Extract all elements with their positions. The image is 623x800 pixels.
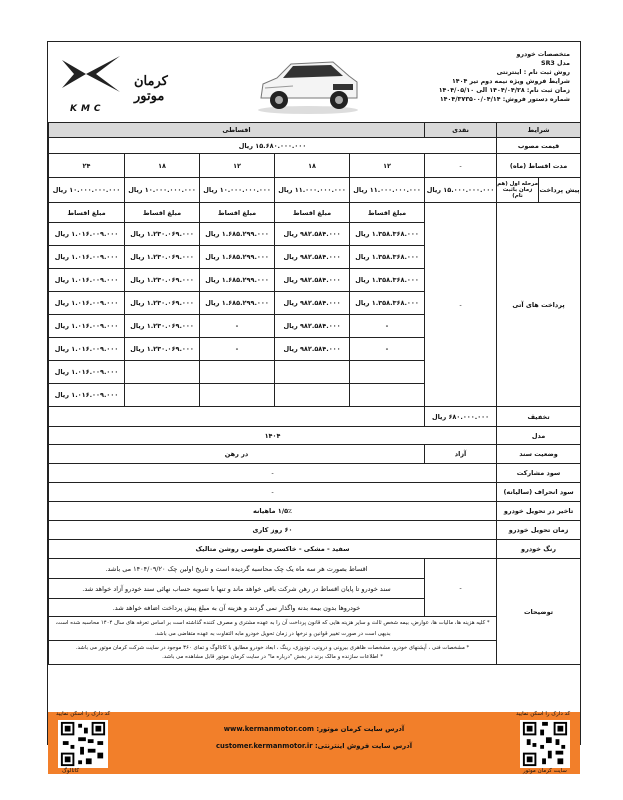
installment-cell: ۹۸۲.۵۸۴.۰۰۰ ریال xyxy=(275,269,350,292)
installment-cell: ۱.۳۵۸.۳۶۸.۰۰۰ ریال xyxy=(350,223,425,246)
installment-cell: ۱.۶۸۵.۲۹۹.۰۰۰ ریال xyxy=(200,223,275,246)
term-cell: ۱۲ xyxy=(350,154,425,178)
term-cell: ۱۸ xyxy=(125,154,200,178)
info-period: زمان ثبت نام: ۱۴۰۴/۰۴/۲۸ الی ۱۴۰۴/۰۵/۱۰ xyxy=(438,87,570,94)
sale-site-label: آدرس سایت فروش اینترنتی: xyxy=(314,742,413,750)
installment-cell: - xyxy=(200,338,275,361)
color-value: سفید - مشکی - خاکستری طوسی روشن متالیک xyxy=(49,540,497,559)
term-label: مدت اقساط (ماه) xyxy=(497,154,581,178)
qr-left-caption: کد دارک را اسکن نمایید xyxy=(56,711,111,717)
qr-code-right-icon[interactable] xyxy=(520,720,570,768)
delay-label: تاخیر در تحویل خودرو xyxy=(497,502,581,521)
info-conditions: شرایط فروش ویژه نیمه دوم تیر ۱۴۰۴ xyxy=(451,78,570,85)
notes-label: توضیحات xyxy=(497,559,581,665)
discount-label: تخفیف xyxy=(497,407,581,427)
inst-note: خودروها بدون بیمه بدنه واگذار نمی گردند و هزینه آن به مبلغ پیش پرداخت اضافه خواهد شد. xyxy=(49,599,425,617)
installment-cell: ۹۸۲.۵۸۴.۰۰۰ ریال xyxy=(275,315,350,338)
installment-cell: - xyxy=(350,315,425,338)
installment-cell: ۱.۳۵۸.۳۶۸.۰۰۰ ریال xyxy=(350,292,425,315)
brand-logo xyxy=(56,52,176,112)
amount-header: مبلغ اقساط xyxy=(350,203,425,223)
installment-cell: ۹۸۲.۵۸۴.۰۰۰ ریال xyxy=(275,338,350,361)
car-image xyxy=(253,54,363,116)
installment-cell: ۱.۳۵۸.۳۶۸.۰۰۰ ریال xyxy=(350,246,425,269)
installment-cell xyxy=(275,361,350,384)
delay-value: ۱/۵٪ ماهیانه xyxy=(49,502,497,521)
brand-name: کرمان موتور xyxy=(134,74,168,104)
conditions-label: شرایط xyxy=(497,123,581,138)
installment-cell: ۱.۶۸۵.۲۹۹.۰۰۰ ریال xyxy=(200,292,275,315)
down-cell: ۱۰.۰۰۰.۰۰۰.۰۰۰ ریال xyxy=(200,178,275,203)
installment-cell: ۱.۰۱۶.۰۰۹.۰۰۰ ریال xyxy=(49,223,125,246)
installment-label: اقساطی xyxy=(49,123,425,138)
installment-cell: ۱.۰۱۶.۰۰۹.۰۰۰ ریال xyxy=(49,315,125,338)
installment-cell: ۱.۲۳۰.۰۶۹.۰۰۰ ریال xyxy=(125,246,200,269)
term-cell: ۲۴ xyxy=(49,154,125,178)
deviation-value: - xyxy=(49,483,497,502)
doc-inst: در رهن xyxy=(49,445,425,464)
info-circular: شماره دستور فروش: ۱۴۰۴/۳۷۳۵۰۰/۰۴/۱۴ xyxy=(439,96,570,103)
installment-cell xyxy=(200,384,275,407)
installment-cell: ۱.۰۱۶.۰۰۹.۰۰۰ ریال xyxy=(49,292,125,315)
sale-site-line xyxy=(48,742,580,750)
future-cash: - xyxy=(425,203,497,407)
installment-cell: ۱.۲۳۰.۰۶۹.۰۰۰ ریال xyxy=(125,269,200,292)
price-value: ۱۵.۶۸۰.۰۰۰.۰۰۰ ریال xyxy=(49,138,497,154)
future-label: پرداخت های آتی xyxy=(497,203,581,407)
price-sheet xyxy=(47,41,581,774)
site-url[interactable]: www.kermanmotor.com xyxy=(223,725,314,733)
general-note: بدیهی است در صورت تغییر قوانین و نرخها در زمان تحویل خودرو مابه التفاوت به عهده متقاضی می باشد. xyxy=(49,629,497,641)
installment-cell: ۱.۲۳۰.۰۶۹.۰۰۰ ریال xyxy=(125,292,200,315)
installment-cell: ۱.۶۸۵.۲۹۹.۰۰۰ ریال xyxy=(200,269,275,292)
conditions-table xyxy=(48,122,581,665)
delivery-label: زمان تحویل خودرو xyxy=(497,521,581,540)
installment-cell: ۹۸۲.۵۸۴.۰۰۰ ریال xyxy=(275,292,350,315)
down-cell: ۱۱.۰۰۰.۰۰۰.۰۰۰ ریال xyxy=(275,178,350,203)
amount-header: مبلغ اقساط xyxy=(125,203,200,223)
site-label: آدرس سایت کرمان موتور: xyxy=(316,725,405,733)
term-cell: ۱۲ xyxy=(200,154,275,178)
term-cash: - xyxy=(425,154,497,178)
installment-cell xyxy=(200,361,275,384)
site-line xyxy=(48,725,580,733)
amount-header: مبلغ اقساط xyxy=(200,203,275,223)
installment-cell: ۱.۰۱۶.۰۰۹.۰۰۰ ریال xyxy=(49,384,125,407)
installment-cell: ۱.۶۸۵.۲۹۹.۰۰۰ ریال xyxy=(200,246,275,269)
installment-cell: - xyxy=(350,338,425,361)
installment-cell: ۱.۰۱۶.۰۰۹.۰۰۰ ریال xyxy=(49,361,125,384)
qr-left-label: کاتالوگ xyxy=(62,768,79,774)
qr-right-caption: کد دارک را اسکن نمایید xyxy=(516,711,571,717)
brand-name-en: KMC xyxy=(70,104,105,114)
model-label: مدل xyxy=(497,427,581,445)
term-cell: ۱۸ xyxy=(275,154,350,178)
general-note-line: * اطلاعات سازنده و مالک برند در بخش "درباره ما" در سایت کرمان موتور قابل مشاهده می باشد. xyxy=(162,653,383,660)
installment-cell xyxy=(350,361,425,384)
installment-cell: ۱.۰۱۶.۰۰۹.۰۰۰ ریال xyxy=(49,246,125,269)
amount-header: مبلغ اقساط xyxy=(275,203,350,223)
down-cell: ۱۰.۰۰۰.۰۰۰.۰۰۰ ریال xyxy=(49,178,125,203)
model-value: ۱۴۰۴ xyxy=(49,427,497,445)
down-label: پیش پرداخت xyxy=(539,178,581,203)
price-label: قیمت مصوب xyxy=(497,138,581,154)
footer xyxy=(48,712,580,774)
info-method: روش ثبت نام : اینترنتی xyxy=(496,69,570,76)
inst-note: سند خودرو تا پایان اقساط در رهن شرکت باقی خواهد ماند و تنها با تسویه حساب نهائی سند خودرو آزاد خواهد شد. xyxy=(49,579,425,599)
sale-info xyxy=(350,50,570,104)
discount-cash: ۶۸۰.۰۰۰.۰۰۰ ریال xyxy=(425,407,497,427)
profit-value: - xyxy=(49,464,497,483)
installment-cell xyxy=(125,384,200,407)
delivery-value: ۶۰ روز کاری xyxy=(49,521,497,540)
installment-cell: ۹۸۲.۵۸۴.۰۰۰ ریال xyxy=(275,246,350,269)
info-model: مدل SR3 xyxy=(541,60,570,67)
installment-cell: ۱.۲۳۰.۰۶۹.۰۰۰ ریال xyxy=(125,223,200,246)
header xyxy=(48,42,580,123)
installment-cell: ۱.۰۱۶.۰۰۹.۰۰۰ ریال xyxy=(49,269,125,292)
down-cash: ۱۵.۰۰۰.۰۰۰.۰۰۰ ریال xyxy=(425,178,497,203)
installment-cell: ۱.۲۳۰.۰۶۹.۰۰۰ ریال xyxy=(125,315,200,338)
notes-cash: - xyxy=(425,559,497,617)
general-note: * کلیه هزینه ها، مالیات ها، عوارض، بیمه شخص ثالث و سایر هزینه هایی که قانون پرداخت آن را به عهده مشتری و مصرف کننده گذاشته است بر اساس تعرفه های سال ۱۴۰۴ محاسبه شده است، xyxy=(49,617,497,629)
profit-label: سود مشارکت xyxy=(497,464,581,483)
deviation-label: سود انحراف (سالیانه) xyxy=(497,483,581,502)
installment-cell: ۹۸۲.۵۸۴.۰۰۰ ریال xyxy=(275,223,350,246)
installment-cell xyxy=(125,361,200,384)
installment-cell: - xyxy=(200,315,275,338)
installment-cell: ۱.۲۳۰.۰۶۹.۰۰۰ ریال xyxy=(125,338,200,361)
color-label: رنگ خودرو xyxy=(497,540,581,559)
installment-cell: ۱.۰۱۶.۰۰۹.۰۰۰ ریال xyxy=(49,338,125,361)
first-stage-label: مرحله اول (هم زمان باثبت نام) xyxy=(497,178,539,203)
sale-site-url[interactable]: customer.kermanmotor.ir xyxy=(215,742,313,750)
doc-cash: آزاد xyxy=(425,445,497,464)
general-note-line: * مشخصات فنی ، آپشنهای خودرو، مشخصات ظاهری بیرونی و درونی، تودوزی، رینگ ، ابعاد خودرو مطابق با کاتالوگ و تماى ۳۶۰ موجود در سایت شرکت کرمان موتور می باشد. xyxy=(75,644,470,651)
installment-cell xyxy=(350,384,425,407)
general-note xyxy=(49,641,497,665)
qr-right-label: سایت کرمان موتور xyxy=(523,768,567,774)
down-cell: ۱۰.۰۰۰.۰۰۰.۰۰۰ ریال xyxy=(125,178,200,203)
inst-note: اقساط بصورت هر سه ماه یک چک محاسبه گردیده است و تاریخ اولین چک ۱۴۰۴/۰۹/۲۰ می باشد. xyxy=(49,559,425,579)
installment-cell xyxy=(275,384,350,407)
doc-label: وضعیت سند xyxy=(497,445,581,464)
info-title: متخصصات خودرو xyxy=(516,51,570,58)
cash-label: نقدی xyxy=(425,123,497,138)
down-cell: ۱۱.۰۰۰.۰۰۰.۰۰۰ ریال xyxy=(350,178,425,203)
amount-header: مبلغ اقساط xyxy=(49,203,125,223)
installment-cell: ۱.۳۵۸.۳۶۸.۰۰۰ ریال xyxy=(350,269,425,292)
kmc-logo-icon xyxy=(56,52,126,96)
